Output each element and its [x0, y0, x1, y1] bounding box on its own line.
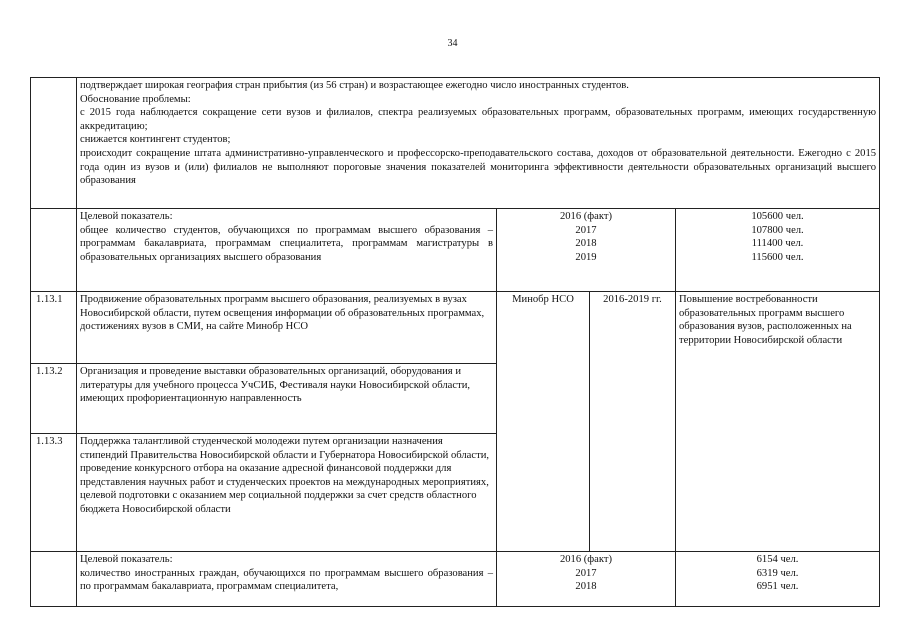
- intro-text-cell: [77, 78, 880, 209]
- intro-line: Обоснование проблемы:: [80, 93, 191, 105]
- intro-row: [31, 78, 880, 209]
- indicator-1-text: Целевой показатель: общее количество студентов, обучающихся по программам высшего образования – программам бакалавриата, программам специалитета, программам магистратуры в образовательных организациях высшего образования: [77, 209, 497, 292]
- intro-line: снижается контингент студентов;: [80, 134, 231, 146]
- measure-number: 1.13.3: [31, 434, 77, 552]
- intro-line: подтверждает широкая география стран прибытия (из 56 стран) и возрастающее ежегодно число иностранных студентов.: [80, 80, 629, 91]
- indicator-2-year: 2018: [575, 581, 597, 593]
- indicator-1-row: [31, 209, 880, 292]
- intro-line: с 2015 года наблюдается сокращение сети вузов и филиалов, спектра реализуемых образовательных программ, образовательных программ, имеющих государственную аккредитацию;: [80, 107, 877, 132]
- indicator-2-years-cell: [497, 552, 676, 607]
- indicator-2-value: 6319 чел.: [756, 567, 799, 579]
- indicator-2-text: Целевой показатель: количество иностранных граждан, обучающихся по программам высшего образования – по программам бакалавриата, программам специалитета,: [77, 552, 497, 607]
- indicator-1-year: 2017: [575, 224, 597, 236]
- measure-row: [31, 292, 880, 364]
- indicator-1-value: 111400 чел.: [751, 238, 804, 250]
- indicator-1-years-cell: [497, 209, 676, 292]
- measure-number: 1.13.1: [31, 292, 77, 364]
- indicator-2-year: 2017: [575, 567, 597, 579]
- indicator-2-number-cell: [31, 552, 77, 607]
- indicator-2-row: [31, 552, 880, 607]
- measure-text: Организация и проведение выставки образовательных организаций, оборудования и литературы для учебного процесса УчСИБ, Фестиваля науки Новосибирской области, имеющих профориентационную направленность: [77, 364, 497, 434]
- intro-number-cell: [31, 78, 77, 209]
- measure-text: Поддержка талантливой студенческой молодежи путем организации назначения стипендий Правительства Новосибирской области и Губернатора Новосибирской области, проведение конкурсного отбора на оказание адресной финансовой поддержки для представления научных работ и студенческих проектов на международных мероприятиях, целевой подготовки с оказанием мер социальной поддержки за счет средств областного бюджета Новосибирской области: [77, 434, 497, 552]
- page-number: 34: [447, 38, 458, 49]
- indicator-2-value: 6951 чел.: [756, 581, 799, 593]
- indicator-1-value: 115600 чел.: [751, 251, 804, 263]
- measure-executor: Минобр НСО: [497, 292, 590, 552]
- measure-number: 1.13.2: [31, 364, 77, 434]
- indicator-1-value: 105600 чел.: [751, 211, 804, 222]
- indicator-1-year: 2018: [575, 238, 597, 250]
- intro-line: происходит сокращение штата административно-управленческого и профессорско-преподавательского состава, доходов от образовательной деятельности. Ежегодно с 2015 года один из вузов и (или) филиалов не выполняют пороговые значения показателей мониторинга эффективности деятельности образовательных организаций высшего образования: [80, 147, 877, 187]
- indicator-2-year: 2016 (факт): [559, 554, 613, 565]
- indicator-1-year: 2019: [575, 251, 597, 263]
- indicator-1-year: 2016 (факт): [559, 211, 613, 222]
- indicator-1-value: 107800 чел.: [751, 224, 804, 236]
- program-table: [30, 77, 880, 607]
- measure-text: Продвижение образовательных программ высшего образования, реализуемых в вузах Новосибирской области, путем освещения информации об образовательных программах, достижениях вузов в СМИ, на сайте Минобр НСО: [77, 292, 497, 364]
- indicator-1-values-cell: [676, 209, 880, 292]
- measure-period: 2016-2019 гг.: [590, 292, 676, 552]
- indicator-2-values-cell: [676, 552, 880, 607]
- indicator-2-value: 6154 чел.: [756, 554, 799, 565]
- indicator-1-number-cell: [31, 209, 77, 292]
- measure-result: Повышение востребованности образовательных программ высшего образования вузов, расположенных на территории Новосибирской области: [676, 292, 880, 552]
